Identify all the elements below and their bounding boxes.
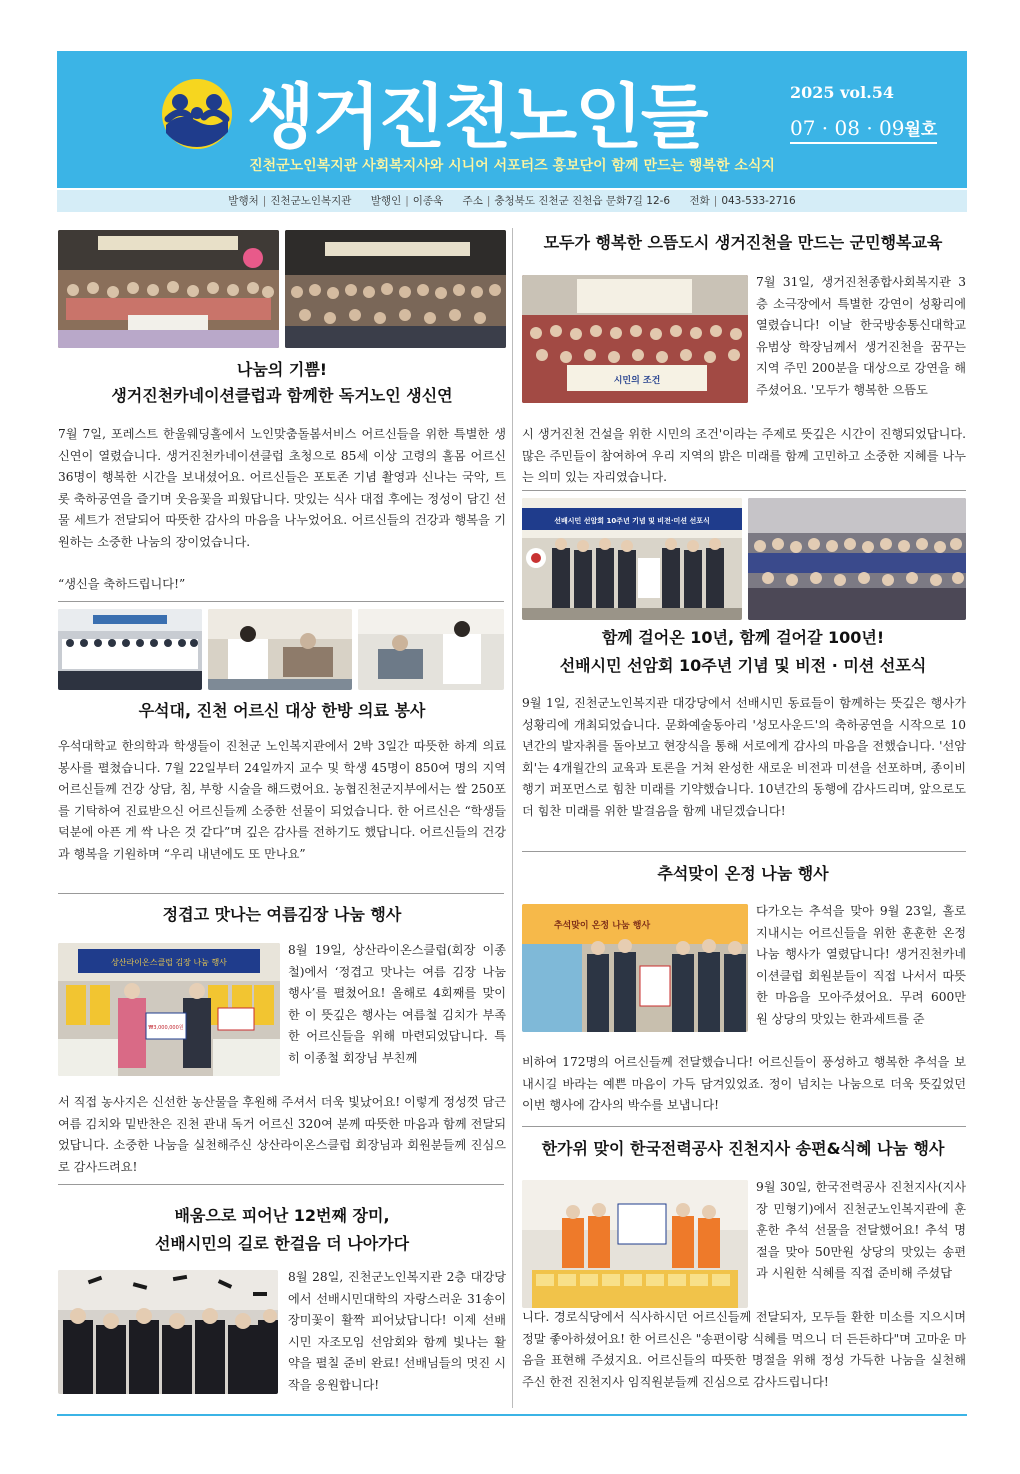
anniversary-photo-1: [522, 498, 742, 620]
newsletter-title: 생거진천노인들: [247, 76, 707, 158]
address-value: 충청북도 진천군 진천읍 문화7길 12-6: [494, 195, 671, 207]
kimchi-board-text: ₩3,000,000원: [148, 1025, 184, 1031]
education-body-bottom: [522, 424, 966, 489]
graduation-body: 8월 28일, 진천군노인복지관 2층 대강당에서 선배시민대학의 자랑스러운 31송이 장미꽃이 활짝 피어났답니다! 이제 선배시민 자조모임 선암회와 함께 빛나는 활약을 펼칠 준비 완료! 선배님들의 멋진 시작을 응원합니다!: [288, 1270, 506, 1392]
chuseok-body-part-1: 다가오는 추석을 맞아 9월 23일, 홀로 지내시는 어르신들을 위한 훈훈한 온정 나눔 행사가 열렸답니다! 생거진천카네이션클럽 회원분들이 직접 나서서 따뜻한 마음을 모아주셨어요. 무려 600만 원 상당의 맛있는 한과세트를 준: [756, 904, 966, 1026]
section-rule: [58, 1184, 504, 1185]
education-photo: [522, 275, 748, 403]
kimchi-body-top: [288, 940, 506, 1070]
issue-label: [790, 115, 937, 144]
kepco-body-part-1: 9월 30일, 한국전력공사 진천지사(지사장 민형기)에서 진천군노인복지관에 훈훈한 추석 선물을 전달했어요! 추석 명절을 맞아 50만원 상당의 맛있는 송편과 시원한 식혜를 직접 준비해 주셨답: [756, 1180, 966, 1281]
chuseok-banner-text: 추석맞이 온정 나눔 행사: [553, 921, 651, 931]
issue-months: 07 · 08 · 09: [790, 116, 905, 140]
masthead: [57, 51, 967, 188]
section-rule: [522, 490, 966, 491]
chuseok-body-part-2: 비하여 172명의 어르신들께 전달했습니다! 어르신들이 풍성하고 행복한 추석을 보내시길 바라는 예쁜 마음이 가득 담겨있었죠. 정이 넘치는 나눔으로 더욱 뜻깊었던 이번 행사에 감사의 박수를 보냅니다!: [522, 1055, 966, 1113]
chuseok-body-bottom: [522, 1052, 966, 1117]
medical-photo-3: [358, 609, 504, 690]
issuer-value: 이종욱: [412, 195, 444, 207]
birthday-headline-1: 나눔의 기쁨!: [236, 360, 328, 379]
medical-body: 우석대학교 한의학과 학생들이 진천군 노인복지관에서 2박 3일간 따뜻한 하계 의료봉사를 펼쳤습니다. 7월 22일부터 24일까지 교수 및 학생 45명이 850여 명의 지역 어르신들께 건강 상담, 침, 부항 시술을 해드렸어요. 농협진천군지부에서는 쌀 250포를 기탁하여 진료받으신 어르신들께 소중한 선물이 되었습니다. 한 어르신은 “학생들 덕분에 아픈 게 싹 나은 것 같다”며 깊은 감사를 전하기도 했답니다. 어르신들의 건강과 행복을 기원하며 “우리 내년에도 또 만나요”: [58, 739, 506, 861]
logo-icon: [160, 77, 234, 151]
footer-rule: [57, 1414, 967, 1416]
education-body-part-1: 7월 31일, 생거진천종합사회복지관 3층 소극장에서 특별한 강연이 성황리에 열렸습니다! 이날 한국방송통신대학교 유범상 학장님께서 생거진천을 꿈꾸는 지역 주민 200분을 대상으로 강연을 해 주셨어요. '모두가 행복한 으뜸도: [756, 275, 966, 397]
issue-suffix: 월호: [904, 120, 938, 140]
kimchi-body-part-1: 8월 19일, 상산라이온스클럽(회장 이종철)에서 ‘정겹고 맛나는 여름 김장 나눔 행사’를 펼쳤어요! 올해로 4회째를 맞이한 이 뜻깊은 행사는 여름철 김치가 부족한 어르신들을 위해 마련되었답니다. 특히 이종철 회장님 부친께: [288, 943, 506, 1065]
kimchi-body-bottom: [58, 1092, 506, 1178]
education-headline: 모두가 행복한 으뜸도시 생거진천을 만드는 군민행복교육: [543, 233, 943, 252]
anniversary-headline-1: 함께 걸어온 10년, 함께 걸어갈 100년!: [601, 628, 885, 647]
publisher-info-bar: 발행처 | 진천군노인복지관 발행인 | 이종욱 주소 | 충청북도 진천군 진천읍 문화7길 12-6 전화 | 043-533-2716: [57, 190, 967, 212]
education-banner-text: 시민의 조건: [613, 376, 661, 386]
graduation-headline-1: 배움으로 피어난 12번째 장미,: [174, 1206, 390, 1225]
phone-label: 전화: [689, 195, 710, 207]
kimchi-banner-text: 상산라이온스클럽 김장 나눔 행사: [111, 958, 227, 967]
medical-headline: 우석대, 진천 어르신 대상 한방 의료 봉사: [138, 701, 426, 720]
anniversary-headline-2: 선배시민 선암회 10주년 기념 및 비전 · 미션 선포식: [559, 656, 927, 675]
chuseok-body-top: [756, 901, 966, 1031]
kepco-photo: [522, 1180, 748, 1308]
graduation-photo: [58, 1270, 278, 1394]
birthday-headline-2: 생거진천카네이션클럽과 함께한 독거노인 생신연: [111, 386, 453, 405]
education-body-part-2: 시 생거진천 건설을 위한 시민의 조건'이라는 주제로 뜻깊은 시간이 진행되었답니다. 많은 주민들이 참여하여 우리 지역의 밝은 미래를 함께 고민하고 소중한 지혜를 나누는 의미 있는 자리였습니다.: [522, 427, 966, 485]
education-body-top: [756, 272, 966, 402]
section-rule: [58, 601, 504, 602]
kepco-headline: 한가위 맞이 한국전력공사 진천지사 송편&식혜 나눔 행사: [541, 1139, 945, 1158]
kimchi-body-part-2: 서 직접 농사지은 신선한 농산물을 후원해 주셔서 더욱 빛났어요! 이렇게 정성껏 담근 여름 김치와 밑반찬은 진천 관내 독거 어르신 320여 분께 따뜻한 마음과 함께 전달되었답니다. 소중한 나눔을 실천해주신 상산라이온스클럽 회장님과 회원분들께 진심으로 감사드려요!: [58, 1095, 506, 1174]
birthday-photo-2: [285, 230, 506, 348]
kepco-body-top: [756, 1177, 966, 1285]
kepco-body-part-2: 니다. 경로식당에서 식사하시던 어르신들께 전달되자, 모두들 환한 미소를 지으시며 정말 좋아하셨어요! 한 어르신은 "송편이랑 식혜를 먹으니 더 든든하다"며 고마운 마음을 표현해 주셨지요. 어르신들의 따뜻한 명절을 위해 정성 가득한 나눔을 실천해 주신 한전 진천지사 임직원분들께 진심으로 감사드립니다!: [522, 1310, 966, 1389]
phone-value: 043-533-2716: [721, 195, 796, 207]
chuseok-photo: [522, 904, 748, 1032]
birthday-quote: “생신을 축하드립니다!”: [58, 577, 186, 591]
tagline: 진천군노인복지관 사회복지사와 시니어 서포터즈 홍보단이 함께 만드는 행복한 소식지: [249, 158, 775, 174]
issuer-label: 발행인: [370, 195, 402, 207]
kimchi-headline: 정겹고 맛나는 여름김장 나눔 행사: [162, 905, 402, 924]
graduation-headline-2: 선배시민의 길로 한걸음 더 나아가다: [154, 1234, 410, 1253]
section-rule: [58, 893, 504, 894]
section-rule: [522, 851, 966, 852]
volume-label: 2025 vol.54: [790, 83, 894, 102]
kepco-body-bottom: [522, 1307, 966, 1393]
publisher-value: 진천군노인복지관: [270, 195, 352, 207]
publisher-label: 발행처: [228, 195, 259, 207]
section-rule: [522, 1126, 966, 1127]
kimchi-photo: [58, 943, 280, 1076]
anniversary-photo-2: [748, 498, 966, 620]
address-label: 주소: [462, 195, 483, 207]
chuseok-headline: 추석맞이 온정 나눔 행사: [657, 864, 829, 883]
birthday-body: 7월 7일, 포레스트 한울웨딩홀에서 노인맞춤돌봄서비스 어르신들을 위한 특별한 생신연이 열렸습니다. 생거진천카네이션클럽 초청으로 85세 이상 고령의 홀몸 어르신 36명이 행복한 시간을 보내셨어요. 어르신들은 포토존 기념 촬영과 신나는 국악, 트롯 축하공연을 즐기며 웃음꽃을 피웠답니다. 맛있는 식사 대접 후에는 정성이 담긴 선물 세트가 전달되어 따뜻한 감사의 마음을 나누었어요. 어르신들의 건강과 행복을 기원하는 소중한 나눔의 장이었습니다.: [58, 427, 506, 549]
medical-photo-2: [208, 609, 352, 690]
birthday-photo-1: [58, 230, 279, 348]
medical-photo-1: [58, 609, 202, 690]
column-divider: [512, 228, 513, 1408]
anniversary-banner-text: 선배시민 선암회 10주년 기념 및 비전·미션 선포식: [554, 517, 710, 525]
anniversary-body: 9월 1일, 진천군노인복지관 대강당에서 선배시민 동료들이 함께하는 뜻깊은 행사가 성황리에 개최되었습니다. 문화예술동아리 '성모사운드'의 축하공연을 시작으로 10년간의 발자취를 돌아보고 현장식을 통해 서로에게 감사의 마음을 전했습니다. '선암회'는 4개월간의 교육과 토론을 거쳐 완성한 새로운 비전과 미션을 선포하며, 종이비행기 퍼포먼스로 힘찬 미래를 기약했습니다. 10년간의 동행에 감사드리며, 앞으로도 더 힘찬 미래를 위한 발걸음을 함께 내딛겠습니다!: [522, 696, 966, 818]
